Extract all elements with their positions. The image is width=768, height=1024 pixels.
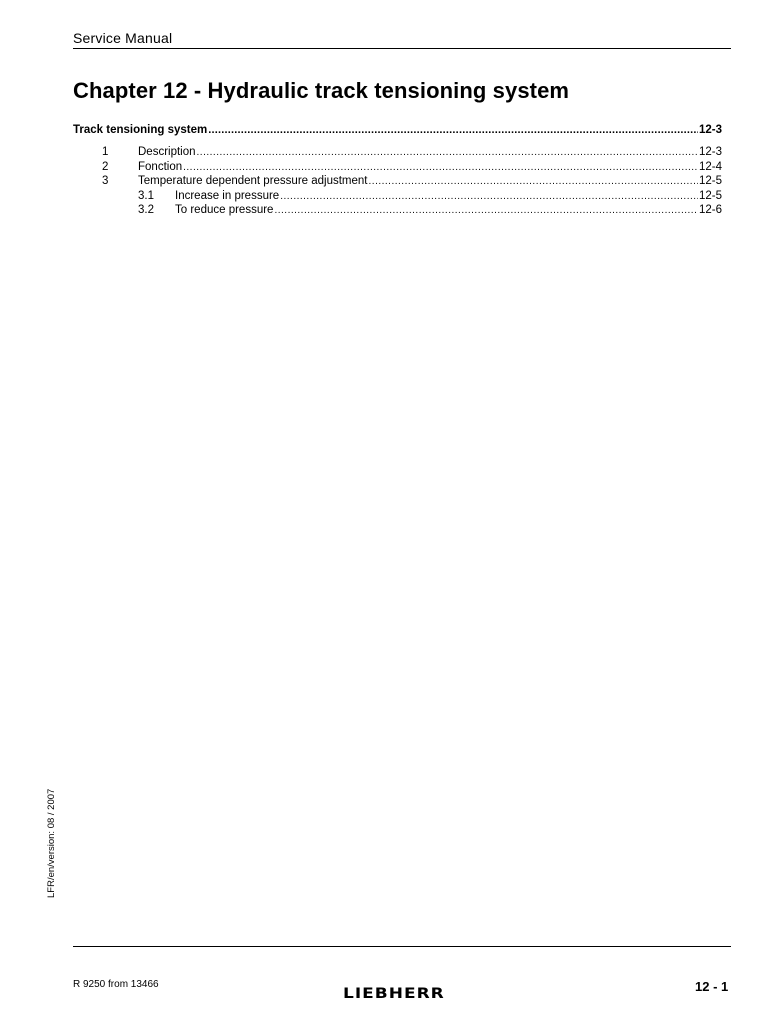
toc-entry[interactable] — [73, 174, 722, 189]
table-of-contents — [73, 123, 722, 218]
toc-page-number: 12-3 — [698, 146, 722, 158]
toc-entry-title: Description — [138, 146, 196, 158]
toc-dot-leader — [197, 146, 698, 161]
page-number: 12 - 1 — [695, 979, 729, 994]
chapter-title: Chapter 12 - Hydraulic track tensioning system — [73, 78, 570, 103]
toc-dot-leader — [208, 123, 698, 138]
toc-entry-title: Fonction — [138, 160, 183, 173]
toc-entry-number: 2 — [102, 160, 109, 173]
toc-subentry[interactable] — [73, 189, 722, 204]
footer-divider — [73, 946, 731, 947]
toc-entry[interactable] — [73, 160, 722, 175]
toc-page-number: 12-5 — [698, 189, 722, 202]
toc-subentry[interactable] — [73, 203, 722, 218]
toc-page-number: 12-5 — [698, 175, 722, 187]
toc-dot-leader — [183, 161, 698, 176]
toc-entry-number: 3 — [102, 175, 109, 187]
liebherr-logo: LIEBHERR — [343, 985, 445, 1002]
version-note: LFR/en/version: 08 / 2007 — [46, 788, 57, 898]
model-label: R 9250 from 13466 — [73, 979, 159, 990]
toc-page-number: 12-6 — [698, 204, 722, 216]
header-title: Service Manual — [73, 30, 173, 46]
toc-entry-number: 3.2 — [138, 204, 154, 216]
toc-entry-title: To reduce pressure — [175, 204, 274, 216]
toc-entry-number: 1 — [102, 146, 109, 158]
header-divider — [73, 48, 731, 49]
toc-dot-leader — [369, 175, 698, 190]
toc-entry-title: Increase in pressure — [175, 189, 280, 202]
toc-dot-leader — [280, 190, 698, 205]
toc-page-number: 12-4 — [698, 160, 722, 173]
toc-entry-title: Track tensioning system — [73, 124, 208, 136]
toc-entry-title: Temperature dependent pressure adjustment — [138, 175, 368, 187]
toc-entry-number: 3.1 — [138, 189, 154, 202]
toc-page-number: 12-3 — [698, 124, 722, 136]
toc-entry[interactable] — [73, 145, 722, 160]
toc-dot-leader — [274, 204, 698, 219]
toc-main-entry[interactable] — [73, 123, 722, 145]
